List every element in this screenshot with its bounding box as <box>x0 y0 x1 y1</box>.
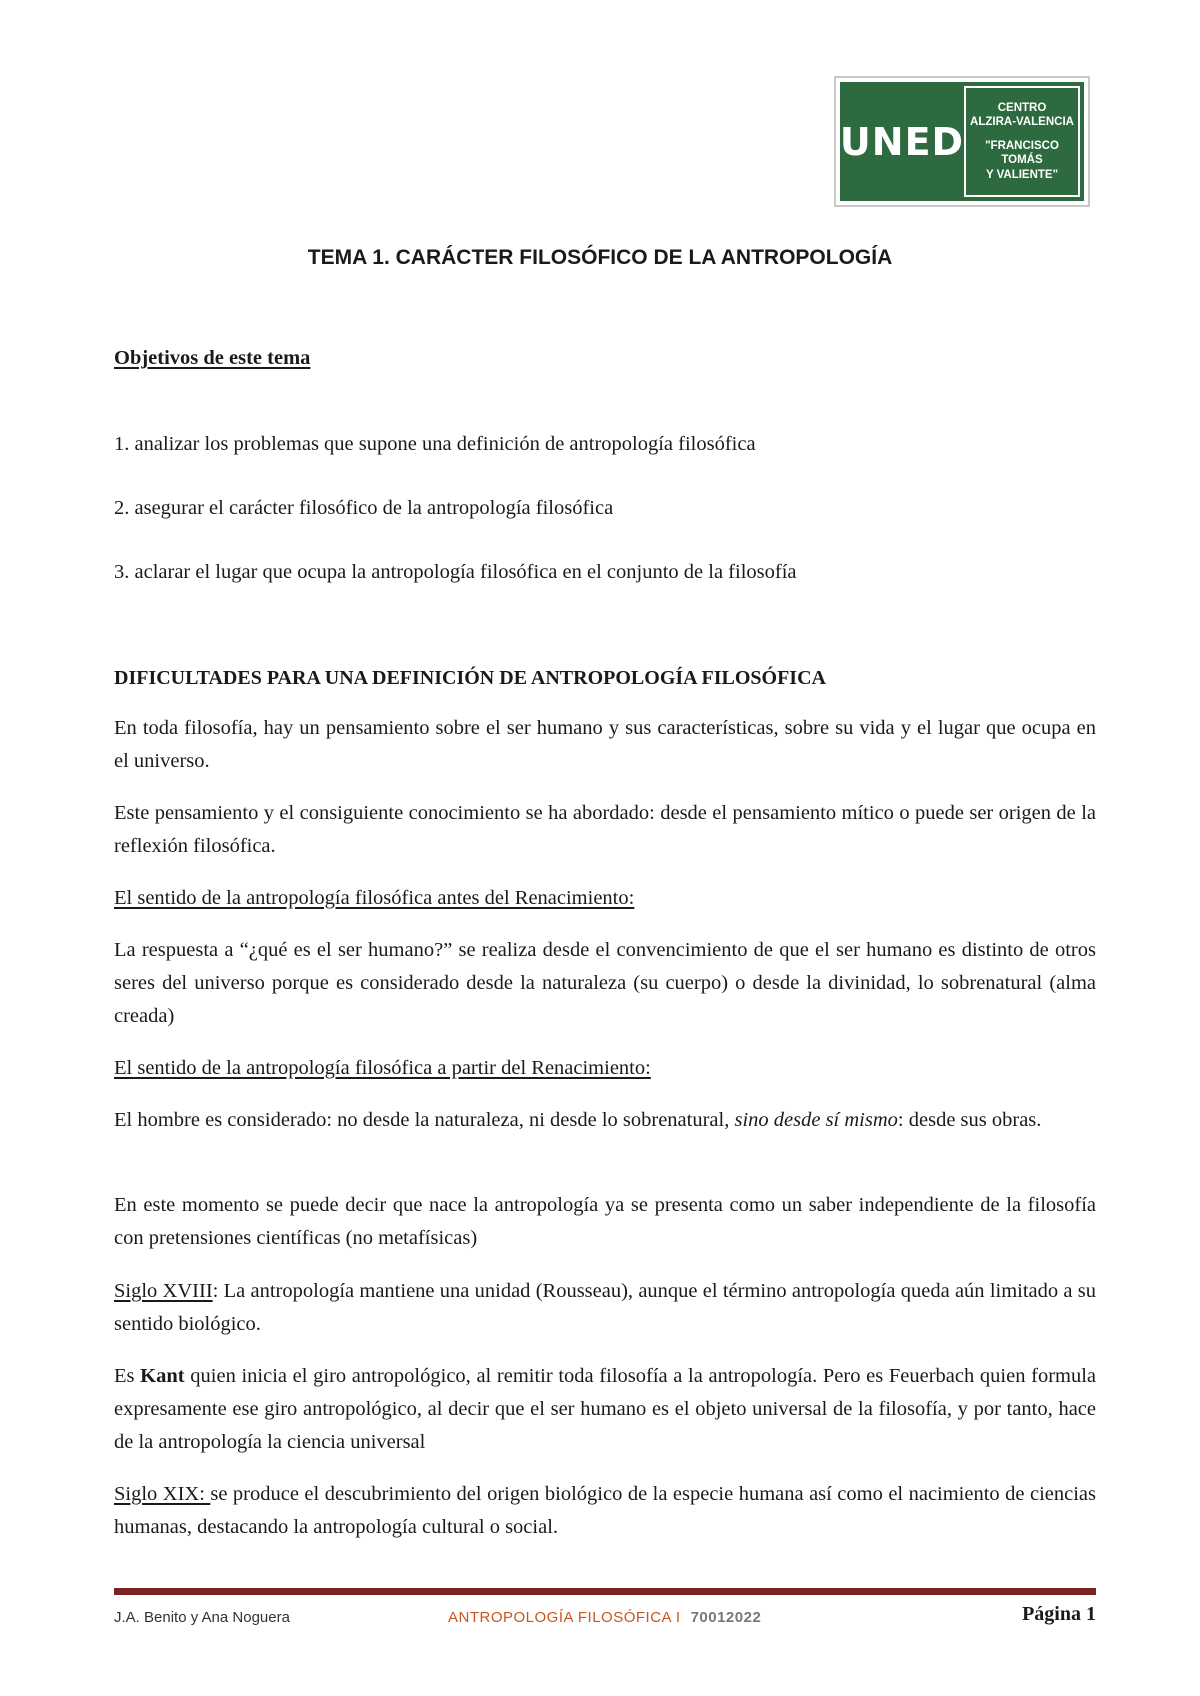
paragraph-4-text-a: El hombre es considerado: no desde la naturaleza, ni desde lo sobrenatural, <box>114 1109 735 1131</box>
subheading-before-renaissance: El sentido de la antropología filosófica antes del Renacimiento: <box>114 887 635 909</box>
paragraph-2: Este pensamiento y el consiguiente conocimiento se ha abordado: desde el pensamiento mítico o puede ser origen de la reflexión filosófica. <box>114 802 1096 857</box>
footer-course-info <box>448 1609 761 1626</box>
paragraph-8 <box>114 1478 1096 1544</box>
uned-logo <box>834 76 1090 207</box>
page-title: TEMA 1. CARÁCTER FILOSÓFICO DE LA ANTROPOLOGÍA <box>307 246 893 269</box>
paragraph-4-text-b: : desde sus obras. <box>897 1109 1042 1131</box>
paragraph-4 <box>114 1104 1096 1137</box>
paragraph-7-text-b: quien inicia el giro antropológico, al remitir toda filosofía a la antropología. Pero es Feuerbach quien formula expresamente ese giro antropológico, al decir que el ser humano es el objeto universal de la filosofía, y por tanto, hace de la antropología la ciencia universal <box>114 1365 1097 1453</box>
paragraph-6-text: : La antropología mantiene una unidad (Rousseau), aunque el término antropología queda aún limitado a su sentido biológico. <box>114 1280 1097 1335</box>
paragraph-1: En toda filosofía, hay un pensamiento sobre el ser humano y sus características, sobre su vida y el lugar que ocupa en el universo. <box>114 717 1096 772</box>
objective-item-2: 2. asegurar el carácter filosófico de la antropología filosófica <box>114 497 614 519</box>
paragraph-5: En este momento se puede decir que nace la antropología ya se presenta como un saber independiente de la filosofía con pretensiones científicas (no metafísicas) <box>114 1194 1096 1249</box>
objectives-heading: Objetivos de este tema <box>114 347 311 369</box>
paragraph-4-emphasis: sino desde sí mismo <box>734 1109 898 1131</box>
paragraph-3: La respuesta a “¿qué es el ser humano?” se realiza desde el convencimiento de que el ser humano es distinto de otros seres del universo porque es considerado desde la naturaleza (su cuerpo) o desde la divinidad, lo sobrenatural (alma creada) <box>114 939 1096 1027</box>
objective-item-1: 1. analizar los problemas que supone una definición de antropología filosófica <box>114 433 756 455</box>
footer-page-number: Página 1 <box>1022 1603 1096 1625</box>
footer-authors: J.A. Benito y Ana Noguera <box>114 1609 290 1626</box>
footer-course: ANTROPOLOGÍA FILOSÓFICA I <box>448 1609 681 1626</box>
logo-background <box>840 82 1084 201</box>
logo-line-3: "FRANCISCO <box>985 139 1059 152</box>
logo-line-2: ALZIRA-VALENCIA <box>970 116 1074 129</box>
logo-line-5: Y VALIENTE" <box>985 168 1059 181</box>
logo-line-1: CENTRO <box>997 102 1047 115</box>
kant-bold: Kant <box>140 1365 185 1387</box>
subheading-after-renaissance: El sentido de la antropología filosófica a partir del Renacimiento: <box>114 1057 651 1079</box>
paragraph-6 <box>114 1275 1096 1341</box>
logo-mark: UNED <box>839 119 965 164</box>
century-19-label: Siglo XIX: <box>114 1483 211 1505</box>
century-18-label: Siglo XVIII <box>114 1280 213 1302</box>
logo-line-4: TOMÁS <box>1001 154 1043 167</box>
logo-center-box <box>964 86 1080 197</box>
footer-divider <box>114 1588 1096 1595</box>
paragraph-7 <box>114 1360 1096 1459</box>
objective-item-3: 3. aclarar el lugar que ocupa la antropología filosófica en el conjunto de la filosofía <box>114 561 797 583</box>
paragraph-8-text: se produce el descubrimiento del origen biológico de la especie humana así como el nacimiento de ciencias humanas, destacando la antropología cultural o social. <box>114 1483 1096 1538</box>
footer-course-code: 70012022 <box>690 1609 762 1626</box>
paragraph-7-text-a: Es <box>114 1365 141 1387</box>
page-footer <box>114 1603 1096 1633</box>
section-heading: DIFICULTADES PARA UNA DEFINICIÓN DE ANTROPOLOGÍA FILOSÓFICA <box>114 667 826 689</box>
